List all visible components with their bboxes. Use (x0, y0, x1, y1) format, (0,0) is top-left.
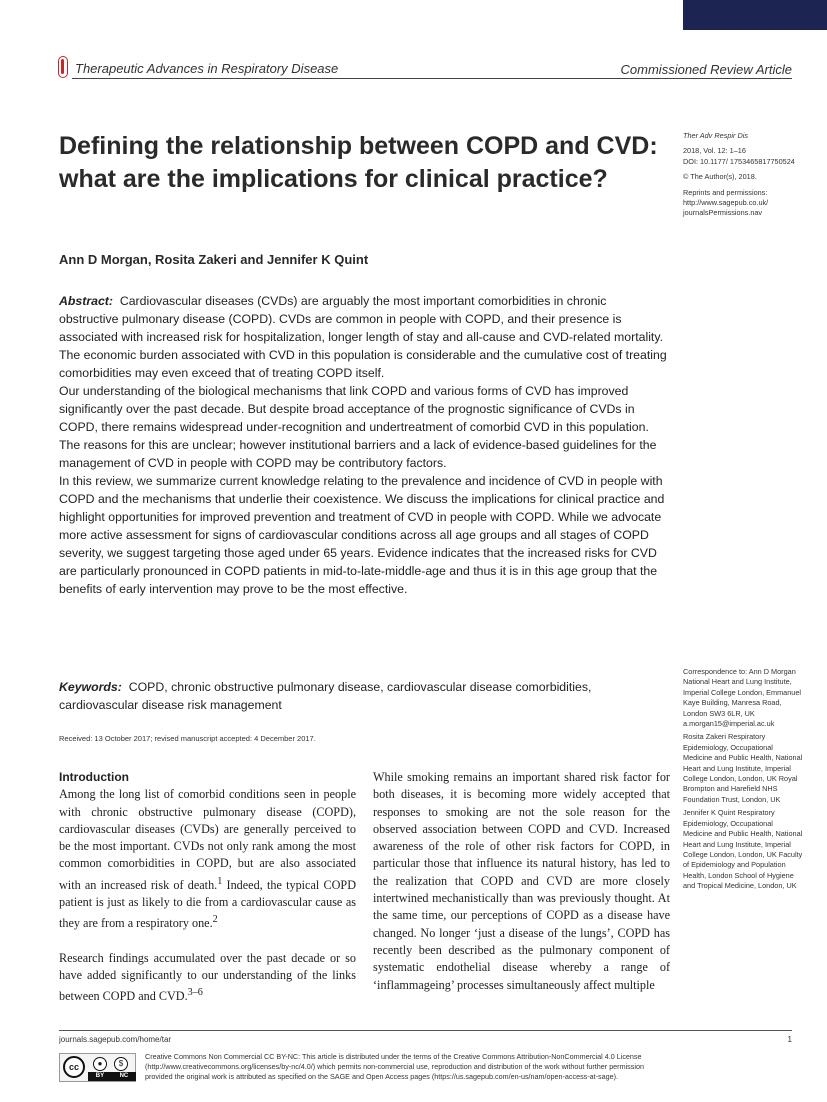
header-rule (72, 78, 792, 79)
correspondence-entry: Rosita Zakeri Respiratory Epidemiology, Occupational Medicine and Public Health, National Heart and Lung Institute, Imperial College London, London, UK Royal Brompton and Harefield NHS Foundation Trust, London, UK (683, 732, 803, 804)
running-header (58, 56, 792, 82)
journal-name: Therapeutic Advances in Respiratory Disease (75, 61, 339, 76)
creative-commons-icon: cc (63, 1056, 85, 1078)
correspondence-entry: Jennifer K Quint Respiratory Epidemiology, Occupational Medicine and Public Health, National Heart and Lung Institute, Imperial College London, London, UK Faculty of Epidemiology and Population Health, London School of Hygiene and Tropical Medicine, London, UK (683, 808, 803, 891)
keywords-label: Keywords: (59, 680, 122, 694)
intro-p2 (59, 950, 356, 1006)
abstract-label: Abstract: (59, 294, 113, 308)
page-number: 1 (787, 1035, 792, 1044)
correspondence (683, 667, 803, 895)
license-line[interactable]: (http://www.creativecommons.org/licenses/by-nc/4.0/) which permits non-commercial use, reproduction and distribution of the work without further permission (145, 1062, 644, 1071)
journal-abbreviation: Ther Adv Respir Dis (683, 131, 749, 140)
intro-p1-a: Among the long list of comorbid conditions seen in people with chronic obstructive pulmonary disease (COPD), cardiovascular diseases (CVDs) are generally perceived to be the most important. CVDs not only rank among the most common comorbidities in COPD, but are also associated with an increased risk of death. (59, 787, 356, 892)
section-heading: Introduction (59, 770, 129, 784)
volume-info: 2018, Vol. 12: 1–16 (683, 146, 746, 156)
citation-ref[interactable]: 3–6 (187, 987, 203, 999)
journal-url[interactable]: journals.sagepub.com/home/tar (59, 1035, 172, 1044)
author-list: Ann D Morgan, Rosita Zakeri and Jennifer K Quint (59, 252, 369, 267)
article-title: Defining the relationship between COPD and CVD: what are the implications for clinical practice? (59, 132, 658, 193)
doi[interactable]: DOI: 10.1177/ 1753465817750524 (683, 156, 795, 166)
cc-nc-label: NC (119, 1073, 129, 1079)
intro-p2-text: Research findings accumulated over the past decade or so have added significantly to our understanding of the links between COPD and CVD. (59, 950, 356, 1004)
keywords-text: COPD, chronic obstructive pulmonary disease, cardiovascular disease comorbidities, cardiovascular disease risk management (59, 680, 592, 712)
journal-flag-icon (58, 56, 68, 78)
body-column-1 (59, 769, 356, 1006)
intro-col2: While smoking remains an important shared risk factor for both diseases, it is becoming more widely accepted that responses to smoking are not the sole reason for the observed association between COPD and CVD. Increased awareness of the role of other risk factors for COPD, in particular those that influence its natural history, has led to the realization that COPD and CVD are more closely intertwined mechanistically than was previously thought. At the same time, our perceptions of COPD as a disease have changed. No longer ‘just a disease of the lungs’, COPD has recently been described as the pulmonary component of systematic endothelial disease whereby a range of ‘inflammageing’ processes simultaneously affect multiple (373, 770, 670, 992)
article-type: Commissioned Review Article (620, 62, 792, 77)
article-meta (683, 131, 803, 224)
abstract-p1-text: Cardiovascular diseases (CVDs) are arguably the most important comorbidities in chronic obstructive pulmonary disease (COPD). CVDs are common in people with COPD, and their presence is associated with increased risk for hospitalization, longer length of stay and all-cause and CVD-related mortality. The economic burden associated with CVD in this population is considerable and the cumulative cost of treating comorbidities may even exceed that of treating COPD itself. (59, 294, 667, 380)
intro-p1 (59, 786, 356, 933)
abstract-p2: Our understanding of the biological mechanisms that link COPD and various forms of CVD has improved significantly over the past decade. But despite broad acceptance of the prognostic significance of CVDs in COPD, there remains widespread under-recognition and undertreatment of comorbid CVD in this population. The reasons for this are unclear; however institutional barriers and a lack of evidence-based guidelines for the management of CVD in people with COPD may be contributory factors. (59, 384, 657, 470)
correspondence-entry: Correspondence to: Ann D Morgan National Heart and Lung Institute, Imperial College London, Emmanuel Kaye Building, Manresa Road, London SW3 6LR, UK a.morgan15@imperial.ac.uk (683, 667, 802, 729)
cc-by-label: BY (95, 1073, 105, 1079)
cc-license-badge[interactable] (59, 1053, 136, 1082)
body-column-2 (373, 769, 670, 994)
cc-badge-labels (88, 1072, 136, 1081)
keywords (59, 678, 671, 714)
corner-tab (683, 0, 827, 30)
attribution-icon: ● (93, 1057, 107, 1071)
license-line[interactable]: provided the original work is attributed as specified on the SAGE and Open Access pages (https://us.sagepub.com/en-us/nam/open-access-at-sage). (145, 1072, 619, 1081)
citation-ref[interactable]: 1 (217, 875, 223, 887)
intro-p1-b: Indeed, the typical COPD patient is just as likely to die from a cardiovascular cause as they are from a respiratory one. (59, 877, 356, 931)
footer-rule (59, 1030, 792, 1031)
license-line: Creative Commons Non Commercial CC BY-NC: This article is distributed under the terms of the Creative Commons Attribution-NonCommercial 4.0 License (145, 1052, 642, 1061)
citation-ref[interactable]: 2 (212, 914, 218, 926)
abstract (59, 292, 669, 598)
license-text (145, 1052, 795, 1082)
reprints[interactable]: Reprints and permissions: http://www.sagepub.co.uk/ journalsPermissions.nav (683, 187, 769, 218)
abstract-p1 (59, 292, 669, 382)
abstract-p3: In this review, we summarize current knowledge relating to the prevalence and incidence of CVD in people with COPD and the mechanisms that underlie their coexistence. We discuss the implications for clinical practice and highlight opportunities for improved prevention and treatment of CVD in people with COPD. While we advocate more active assessment for signs of cardiovascular conditions across all age groups and all stages of COPD severity, we suggest targeting those aged under 65 years. Evidence indicates that the increased risks for CVD are particularly pronounced in COPD patients in mid-to-late-middle-age and thus it is in this age group that the benefits of early intervention may prove to be the most effective. (59, 474, 665, 596)
noncommercial-icon: $ (114, 1057, 128, 1071)
received-dates: Received: 13 October 2017; revised manuscript accepted: 4 December 2017. (59, 734, 316, 743)
copyright: © The Author(s), 2018. (683, 172, 757, 182)
